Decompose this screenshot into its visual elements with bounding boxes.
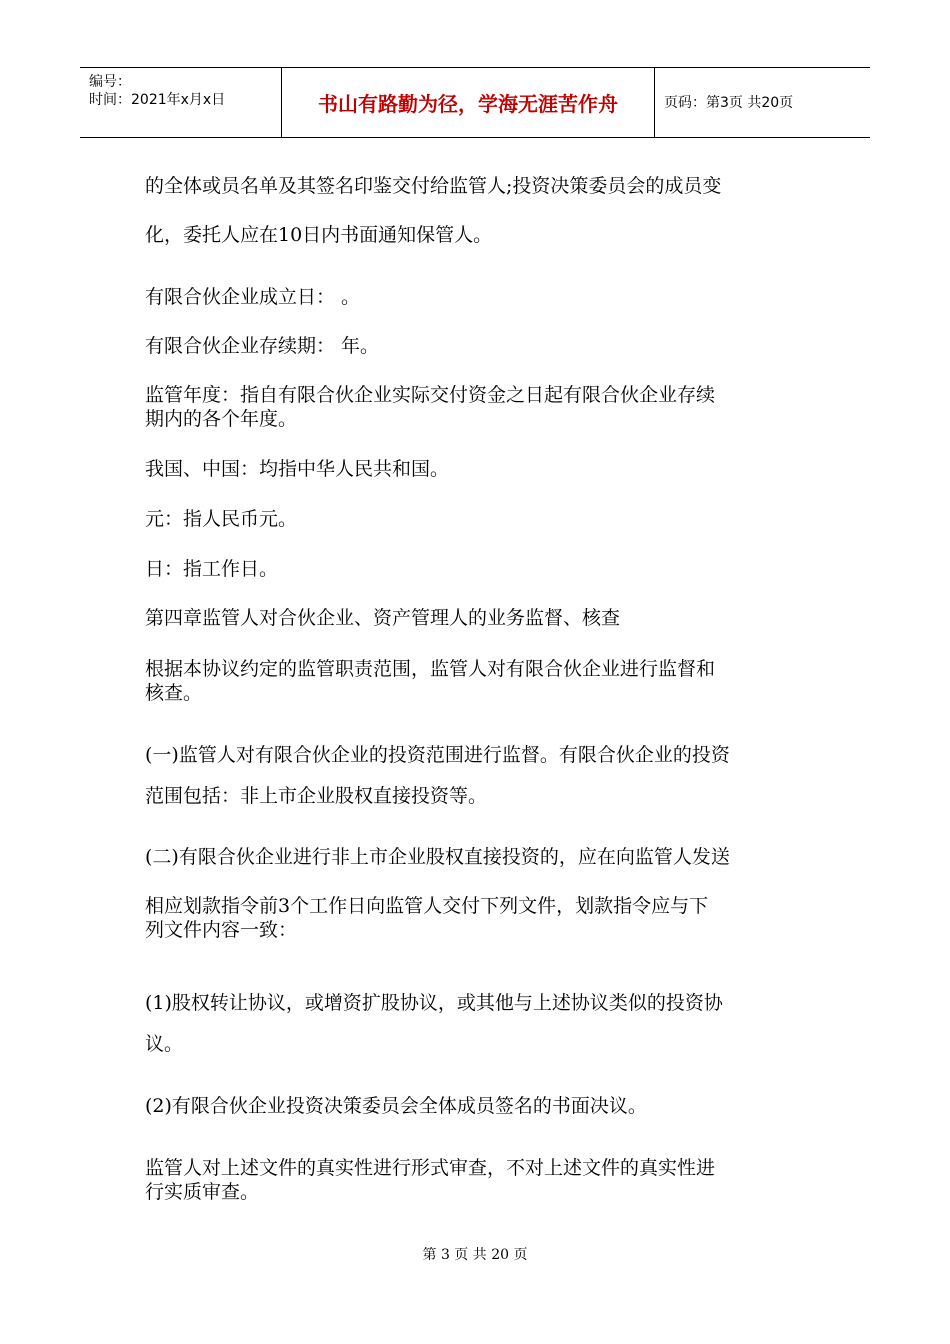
paragraph: 监管年度：指自有限合伙企业实际交付资金之日起有限合伙企业存续 期内的各个年度。: [145, 384, 716, 430]
header-page-cell: [655, 68, 870, 137]
chapter-heading: 第四章监管人对合伙企业、资产管理人的业务监督、核查: [145, 607, 621, 629]
paragraph: (二)有限合伙企业进行非上市企业股权直接投资的，应在向监管人发送: [145, 846, 730, 868]
paragraph: 的全体或员名单及其签名印鉴交付给监管人;投资决策委员会的成员变: [145, 175, 722, 197]
list-item: (2)有限合伙企业投资决策委员会全体成员签名的书面决议。: [145, 1095, 647, 1117]
header-page-info: 页码：第3页 共20页: [664, 95, 794, 111]
paragraph: (一)监管人对有限合伙企业的投资范围进行监督。有限合伙企业的投资: [145, 744, 730, 766]
paragraph: 根据本协议约定的监管职责范围，监管人对有限合伙企业进行监督和 核查。: [145, 658, 716, 704]
paragraph: 范围包括：非上市企业股权直接投资等。: [145, 785, 488, 807]
paragraph: 化，委托人应在10日内书面通知保管人。: [145, 224, 493, 246]
paragraph: 相应划款指令前3个工作日向监管人交付下列文件，划款指令应与下 列文件内容一致：: [145, 895, 709, 941]
document-header: [80, 67, 870, 138]
paragraph: 监管人对上述文件的真实性进行形式审查，不对上述文件的真实性进 行实质审查。: [145, 1157, 716, 1203]
page-footer: 第 3 页 共 20 页: [422, 1247, 528, 1263]
header-motto: 书山有路勤为径，学海无涯苦作舟: [318, 92, 618, 116]
header-motto-cell: [282, 68, 655, 137]
list-item: (1)股权转让协议，或增资扩股协议，或其他与上述协议类似的投资协: [145, 992, 723, 1014]
paragraph: 日：指工作日。: [145, 558, 279, 580]
paragraph: 有限合伙企业存续期： 年。: [145, 335, 380, 357]
paragraph: 我国、中国：均指中华人民共和国。: [145, 458, 450, 480]
list-item: 议。: [145, 1033, 184, 1055]
document-date: 时间：2021年x月x日: [89, 92, 226, 108]
paragraph: 有限合伙企业成立日： 。: [145, 286, 361, 308]
paragraph: 元：指人民币元。: [145, 508, 298, 530]
document-number-label: 编号：: [89, 74, 131, 90]
header-meta-cell: [80, 68, 282, 137]
